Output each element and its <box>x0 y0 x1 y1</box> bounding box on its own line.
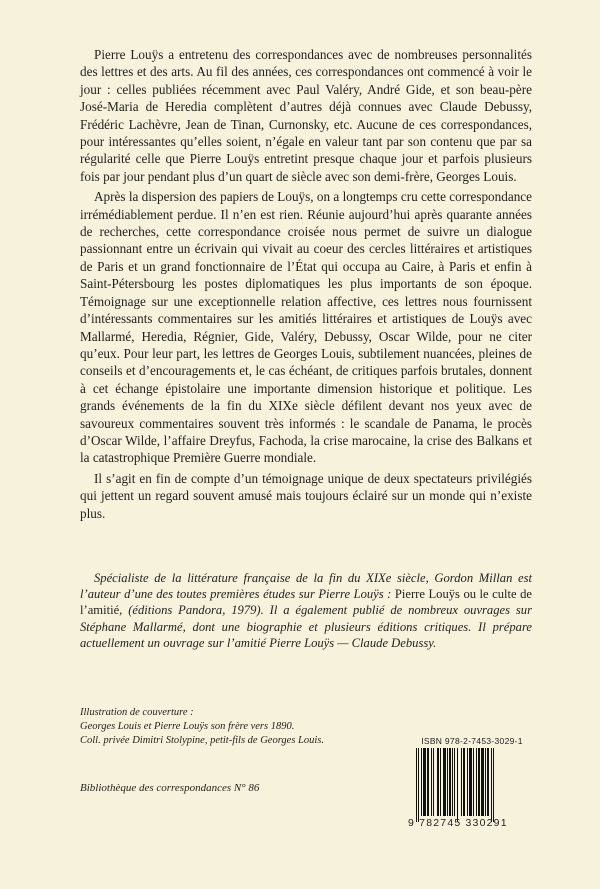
barcode-bar <box>454 748 455 816</box>
barcode-bar <box>416 748 417 822</box>
isbn-number: ISBN 978-2-7453-3029-1 <box>421 736 523 746</box>
barcode-bar <box>447 748 448 816</box>
barcode-bars <box>408 748 536 824</box>
barcode-bar <box>476 748 477 816</box>
barcode-bar <box>485 748 486 816</box>
author-bio-paragraph <box>80 570 532 651</box>
collection-name: Bibliothèque des correspondances N° 86 <box>80 782 260 794</box>
barcode-bar <box>418 748 419 822</box>
barcode-bar <box>457 748 458 822</box>
cover-illustration-credit <box>80 706 380 748</box>
isbn-barcode <box>408 736 536 829</box>
barcode-bar <box>467 748 468 816</box>
barcode-bar <box>469 748 472 816</box>
bio-text-part-1: Spécialiste de la littérature française de la fin du XIXe siècle, Gordon Millan est l’auteur d’une des toutes premières études sur Pierre Louÿs : <box>80 571 532 602</box>
barcode-bar <box>461 748 462 816</box>
illustration-line-1: Georges Louis et Pierre Louÿs son frère vers 1890. <box>80 721 295 732</box>
barcode-bar <box>423 748 426 816</box>
author-bio <box>80 570 532 651</box>
barcode-bar <box>440 748 441 816</box>
blurb-text <box>80 46 532 525</box>
illustration-line-2: Coll. privée Dimitri Stolypine, petit-fils de Georges Louis. <box>80 735 325 746</box>
blurb-paragraph-3: Il s’agit en fin de compte d’un témoignage unique de deux spectateurs privilégiés qui jettent un regard souvent amusé mais toujours éclairé sur un monde qui n’existe plus. <box>80 470 532 521</box>
barcode-bar <box>452 748 453 816</box>
barcode-bar <box>478 748 480 816</box>
blurb-paragraph-2: Après la dispersion des papiers de Louÿs, on a longtemps cru cette correspondance irrémédiablement perdue. Il n’en est rien. Réunie aujourd’hui après quarante années de recherches, cette correspondance croisée nous permet de suivre un dialogue passionnant entre un écrivain qui vivait au coeur des cercles littéraires et artistiques de Paris et un grand fonctionnaire de l’État qui occupa au Caire, à Paris et enfin à Saint-Pétersbourg les postes diplomatiques les plus importants de son époque. Témoignage sur une exceptionnelle relation affective, ces lettres nous fournissent d’intéressants commentaires sur les amitiés littéraires et artistiques de Louÿs avec Mallarmé, Heredia, Régnier, Gide, Valéry, Debussy, Oscar Wilde, pour ne citer qu’eux. Pour leur part, les lettres de Georges Louis, subtilement nuancées, pleines de conseils et d’encouragements et, le cas échéant, de critiques parfois brutales, donnent à cet échange épistolaire une importante dimension historique et politique. Les grands événements de la fin du XIXe siècle défilent devant nos yeux avec de savoureux commentaires souvent très informés : le scandale de Panama, le procès d’Oscar Wilde, l’affaire Dreyfus, Fachoda, la crise marocaine, la crise des Balkans et la catastrophique Première Guerre mondiale. <box>80 189 532 466</box>
barcode-bar <box>449 748 451 816</box>
barcode-bar <box>463 748 465 816</box>
barcode-bar <box>443 748 446 816</box>
barcode-bar <box>487 748 489 816</box>
blurb-paragraph-1: Pierre Louÿs a entretenu des correspondances avec de nombreuses personnalités des lettres et des arts. Au fil des années, ces correspondances ont commencé à voir le jour : celles publiées récemment avec Paul Valéry, André Gide, et son beau-père José-Maria de Heredia complètent d’autres déjà connues avec Claude Debussy, Frédéric Lachèvre, Jean de Tinan, Curnonsky, etc. Aucune de ces correspondances, pour intéressantes qu’elles soient, n’égale en valeur tant par son contenu que par sa régularité celle que Pierre Louÿs entretint presque chaque jour et parfois plusieurs fois par jour pendant plus d’un quart de siècle avec son demi-frère, Georges Louis. <box>80 47 532 184</box>
ean-number: 9 782745 330291 <box>408 817 508 829</box>
barcode-bar <box>493 748 494 822</box>
barcode-bar <box>427 748 429 816</box>
barcode-bar <box>433 748 434 816</box>
bio-text-part-2: , (éditions Pandora, 1979). Il a également publié de nombreux ouvrages sur Stéphane Mallarmé, dont une biographie et plusieurs éditions critiques. Il prépare actuellement un ouvrage sur l’amitié Pierre Louÿs — Claude Debussy. <box>80 603 532 650</box>
barcode-bar <box>437 748 439 816</box>
barcode-bar <box>421 748 422 816</box>
barcode-bar <box>473 748 474 816</box>
bio-book-title: Pierre Louÿs ou le culte de l’amitié <box>80 587 533 618</box>
barcode-bar <box>481 748 484 816</box>
illustration-heading: Illustration de couverture : <box>80 707 194 718</box>
barcode-bar <box>431 748 432 816</box>
barcode-bar <box>491 748 492 822</box>
